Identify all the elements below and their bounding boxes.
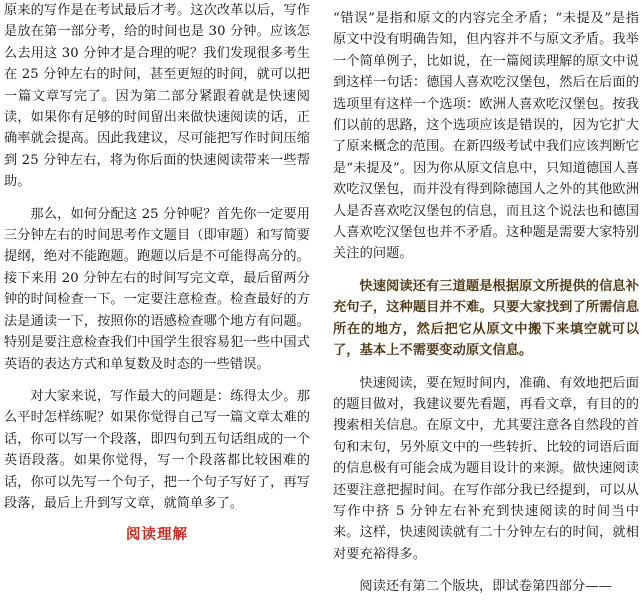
- skimming-strategy-paragraph: 快速阅读，要在短时间内，准确、有效地把后面的题目做对，我建议要先看题，再看文章，有目的的搜索相关信息。在原文中，尤其要注意各自然段的首句和末句，另外原文中的一些转折、比较的词语后面的信息极有可能会成为题目设计的来源。做快速阅读还要注意把握时间。在写作部分我已经提到，可以从写作中挤 5 分钟左右补充到快速阅读的时间当中来。这样，快速阅读就有二十分钟左右的时间，就相对要充裕得多。: [333, 375, 639, 562]
- fill-in-questions-paragraph: 快速阅读还有三道题是根据原文所提供的信息补充句子，这种题目并不难。只要大家找到了所需信息所在的地方，然后把它从原文中搬下来填空就可以了，基本上不需要变动原文信息。: [333, 278, 639, 359]
- right-column: [333, 0, 639, 609]
- left-column: [4, 0, 310, 545]
- second-section-paragraph: 阅读还有第二个版块，即试卷第四部分——: [359, 579, 612, 595]
- reading-comprehension-heading: 阅读理解: [126, 527, 188, 544]
- not-mentioned-explanation-paragraph: “错误”是指和原文的内容完全矛盾；“未提及”是指原文中没有明确告知，但内容并不与原文矛盾。我举一个简单例子，比如说，在一篇阅读理解的原文中说到这样一句话：德国人喜欢吃汉堡包，然后在后面的选项里有这样一个选项：欧洲人喜欢吃汉堡包。按我们以前的思路，这个选项应该是错误的，因为它扩大了原来概念的范围。在新四级考试中我们应该判断它是“未提及”。因为你从原文信息中，只知道德国人喜欢吃汉堡包，而并没有得到除德国人之外的其他欧洲人是否喜欢吃汉堡包的信息，而且这个说法也和德国人喜欢吃汉堡包也并不矛盾。这种题是需要大家特别关注的问题。: [333, 11, 640, 262]
- practice-advice-paragraph: 对大家来说，写作最大的问题是：练得太少。那么平时怎样练呢？如果你觉得自己写一篇文章太难的话，你可以写一个段落，即四句到五句话组成的一个英语段落。如果你觉得，写一个段落都比较困难的话，你可以先写一个句子，把一个句子写好了，再写段落，最后上升到写文章，就简单多了。: [4, 388, 310, 511]
- time-allocation-paragraph: 那么，如何分配这 25 分钟呢？首先你一定要用三分钟左右的时间思考作文题目（即审题）和写简要提纲，绝对不能跑题。跑题以后是不可能得高分的。接下来用 20 分钟左右的时间写完文章，最后留两分钟的时间检查一下。一定要注意检查。检查最好的方法是通读一下，按照你的语感检查哪个地方有问题。特别是要注意检查我们中国学生很容易犯一些中国式英语的表达方式和单复数及时态的一些错误。: [4, 206, 310, 372]
- writing-time-paragraph: 原来的写作是在考试最后才考。这次改革以后，写作是放在第一部分考，给的时间也是 30 分钟。应该怎么去用这 30 分钟才是合理的呢？我们发现很多考生在 25 分钟左右的时间，甚至更短的时间，就可以把一篇文章写完了。因为第二部分紧跟着就是快速阅读，如果你有足够的时间留出来做快速阅读的话，正确率就会提高。因此我建议，尽可能把写作时间压缩到 25 分钟左右，将为你后面的快速阅读带来一些帮助。: [4, 3, 310, 190]
